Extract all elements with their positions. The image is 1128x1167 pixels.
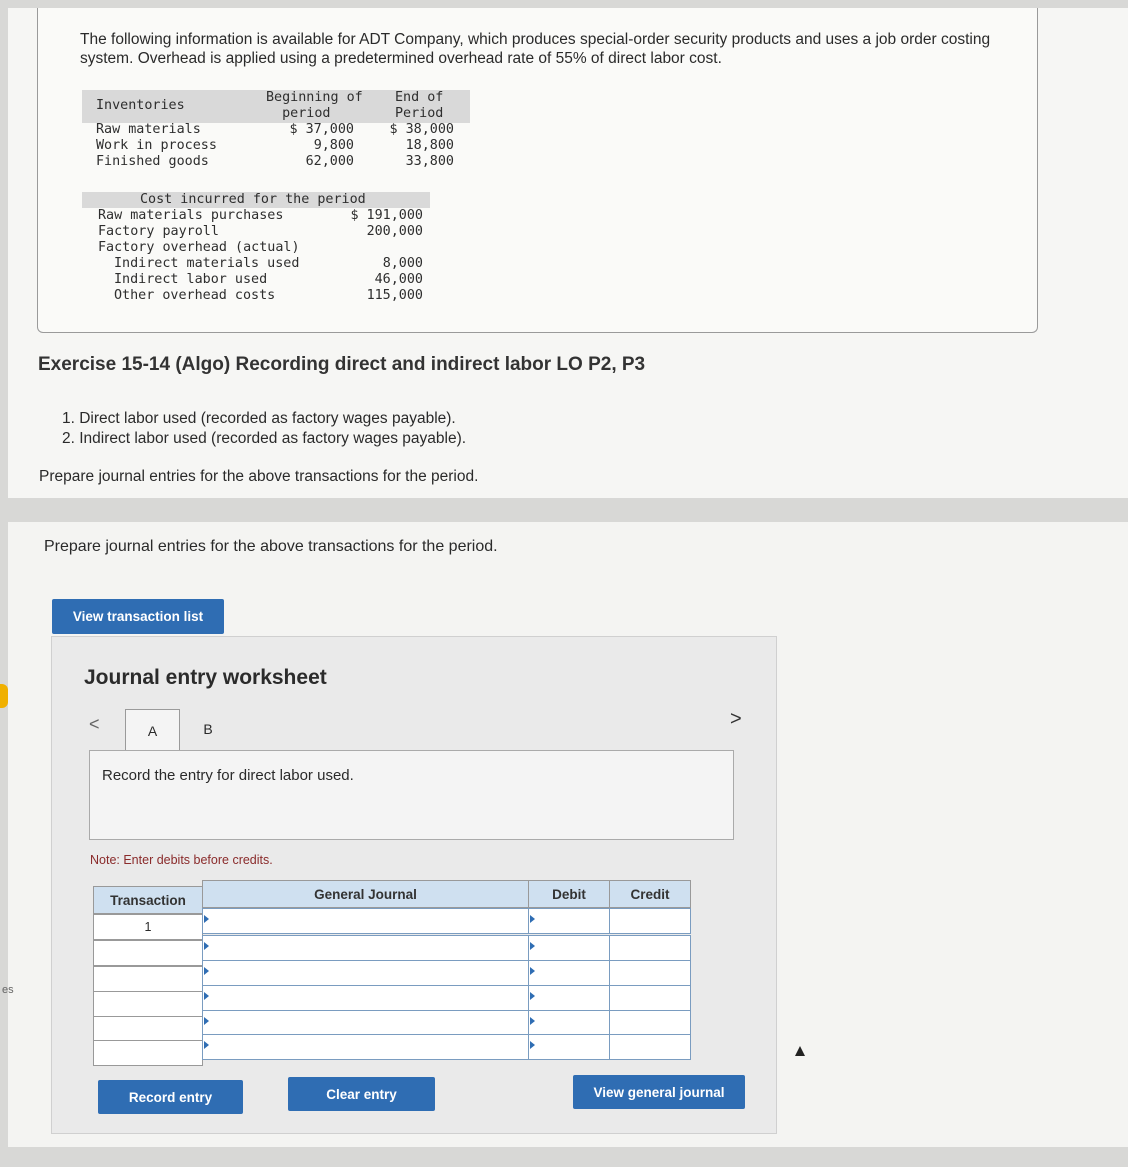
steps-list — [62, 409, 466, 448]
dropdown-arrow-icon — [204, 915, 209, 923]
tab-a[interactable]: A — [125, 709, 180, 752]
debit-input[interactable] — [528, 908, 610, 934]
inventory-row-begin: 9,800 — [313, 138, 354, 153]
costs-header: Cost incurred for the period — [140, 192, 366, 207]
credit-input[interactable] — [609, 935, 691, 961]
col-general-journal: General Journal — [202, 880, 529, 908]
debit-input[interactable] — [528, 960, 610, 986]
account-input[interactable] — [202, 1010, 529, 1036]
transaction-cell — [93, 1016, 203, 1042]
cost-row-value: 8,000 — [382, 256, 423, 271]
dropdown-arrow-icon — [530, 915, 535, 923]
dropdown-arrow-icon — [204, 1041, 209, 1049]
account-input[interactable] — [202, 985, 529, 1011]
credit-input[interactable] — [609, 960, 691, 986]
step-item: 1. Direct labor used (recorded as factory wages payable). — [62, 410, 456, 427]
worksheet-title: Journal entry worksheet — [84, 666, 327, 689]
inventory-row-label: Raw materials — [96, 122, 201, 137]
transaction-cell — [93, 966, 203, 992]
account-input[interactable] — [202, 1034, 529, 1060]
prev-arrow-icon[interactable]: < — [89, 714, 100, 734]
dropdown-arrow-icon — [204, 992, 209, 1000]
credit-input[interactable] — [609, 985, 691, 1011]
prepare-text-2: Prepare journal entries for the above transactions for the period. — [44, 538, 498, 555]
dropdown-arrow-icon — [530, 1017, 535, 1025]
inventories-header-label: Inventories — [96, 98, 185, 113]
tab-b[interactable]: B — [203, 721, 213, 737]
account-input[interactable] — [202, 908, 529, 934]
exercise-title: Exercise 15-14 (Algo) Recording direct and indirect labor LO P2, P3 — [38, 354, 646, 375]
dropdown-arrow-icon — [204, 1017, 209, 1025]
transaction-cell — [93, 940, 203, 966]
inventory-row-end: $ 38,000 — [389, 122, 454, 137]
dropdown-arrow-icon — [530, 992, 535, 1000]
inventory-row-begin: $ 37,000 — [289, 122, 354, 137]
inventory-row-begin: 62,000 — [305, 154, 354, 169]
cost-row-value: 200,000 — [366, 224, 423, 239]
instruction-box — [89, 750, 734, 840]
inventories-table — [82, 90, 472, 172]
transaction-cell: 1 — [93, 914, 203, 940]
credit-input[interactable] — [609, 1010, 691, 1036]
inventory-row-label: Work in process — [96, 138, 217, 153]
prepare-text: Prepare journal entries for the above transactions for the period. — [39, 468, 479, 485]
dropdown-arrow-icon — [204, 942, 209, 950]
side-marker — [0, 684, 8, 708]
dropdown-arrow-icon — [530, 1041, 535, 1049]
cost-row-label: Raw materials purchases — [98, 208, 284, 223]
col-transaction: Transaction — [93, 886, 203, 914]
note-text: Note: Enter debits before credits. — [90, 853, 273, 867]
side-text: es — [2, 984, 14, 996]
col-credit: Credit — [609, 880, 691, 908]
cost-row-label: Indirect labor used — [114, 272, 268, 287]
clear-entry-button[interactable]: Clear entry — [288, 1077, 435, 1111]
inventory-row-end: 33,800 — [405, 154, 454, 169]
debit-input[interactable] — [528, 935, 610, 961]
record-entry-button[interactable]: Record entry — [98, 1080, 243, 1114]
cost-row-label: Other overhead costs — [114, 288, 276, 303]
cost-row-label: Indirect materials used — [114, 256, 300, 271]
inventory-row-label: Finished goods — [96, 154, 209, 169]
debit-input[interactable] — [528, 985, 610, 1011]
next-arrow-icon[interactable]: > — [730, 708, 742, 730]
debit-input[interactable] — [528, 1010, 610, 1036]
intro-text: The following information is available for ADT Company, which produces special-order security products and uses a job order costing system. Overhead is applied using a predetermined overhead rate of 55% of direct labor cost. — [80, 31, 991, 67]
instruction-text: Record the entry for direct labor used. — [102, 767, 354, 784]
inventories-header-end: End of Period — [395, 90, 444, 121]
inventories-header-begin: Beginning of period — [266, 90, 363, 121]
cost-row-value: $ 191,000 — [350, 208, 423, 223]
cost-row-label: Factory payroll — [98, 224, 219, 239]
dropdown-arrow-icon — [530, 967, 535, 975]
transaction-cell — [93, 1040, 203, 1066]
credit-input[interactable] — [609, 908, 691, 934]
view-general-journal-button[interactable]: View general journal — [573, 1075, 745, 1109]
cursor-icon — [795, 1046, 805, 1056]
transaction-cell — [93, 991, 203, 1017]
cost-row-label: Factory overhead (actual) — [98, 240, 300, 255]
account-input[interactable] — [202, 935, 529, 961]
col-debit: Debit — [528, 880, 610, 908]
inventory-row-end: 18,800 — [405, 138, 454, 153]
dropdown-arrow-icon — [204, 967, 209, 975]
debit-input[interactable] — [528, 1034, 610, 1060]
credit-input[interactable] — [609, 1034, 691, 1060]
cost-row-value: 46,000 — [374, 272, 423, 287]
cost-row-value: 115,000 — [366, 288, 423, 303]
view-transaction-list-button[interactable]: View transaction list — [52, 599, 224, 634]
step-item: 2. Indirect labor used (recorded as factory wages payable). — [62, 429, 467, 447]
account-input[interactable] — [202, 960, 529, 986]
dropdown-arrow-icon — [530, 942, 535, 950]
